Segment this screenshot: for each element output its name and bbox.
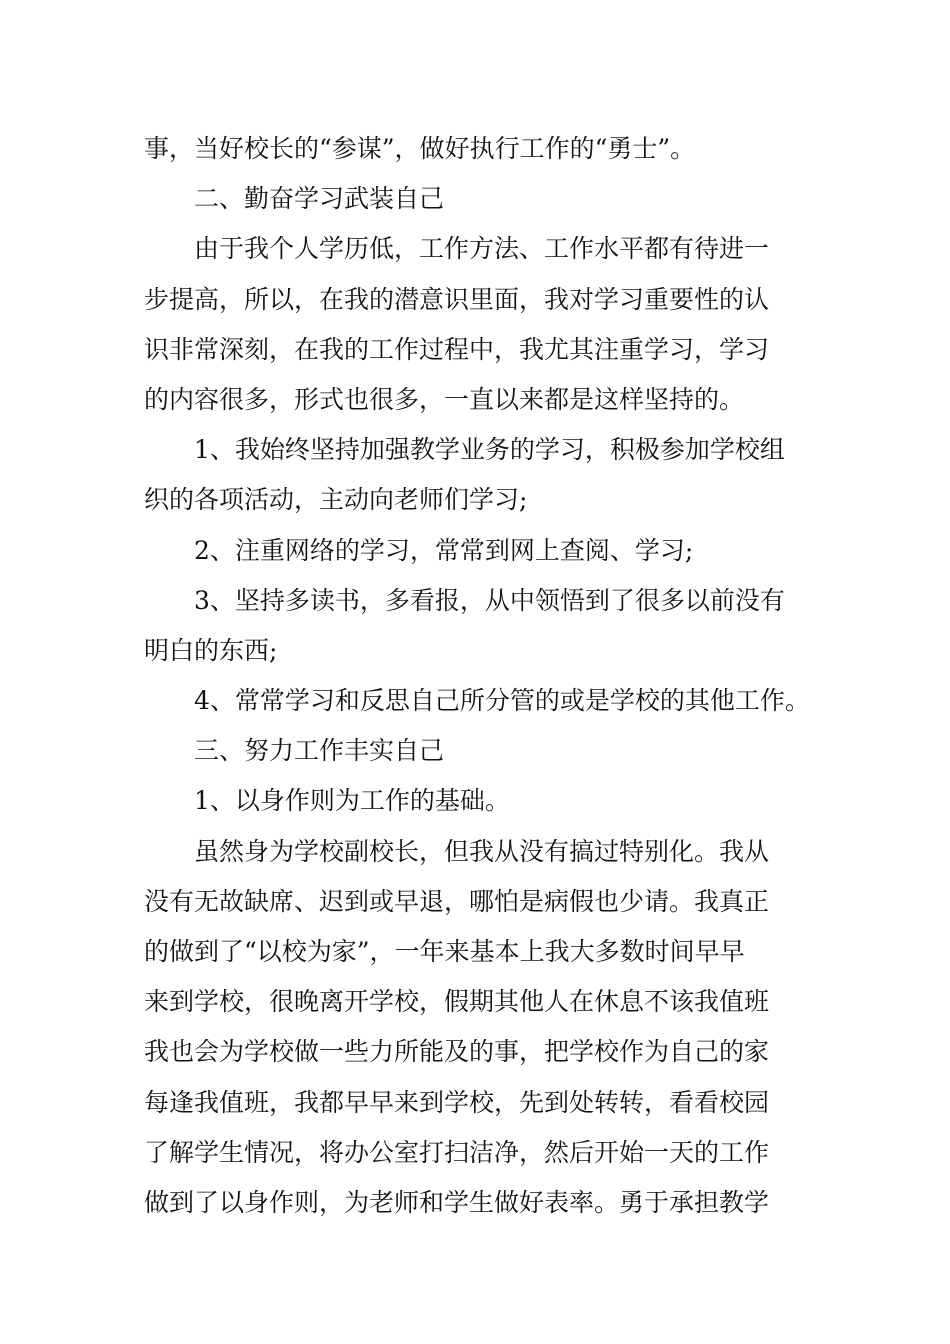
text-line: 由于我个人学历低，工作方法、工作水平都有待进一: [194, 234, 770, 264]
text-line: 织的各项活动，主动向老师们学习;: [144, 485, 528, 515]
text-line: 步提高，所以，在我的潜意识里面，我对学习重要性的认: [144, 284, 770, 314]
text-line: 1、以身作则为工作的基础。: [194, 786, 510, 816]
text-line: 我也会为学校做一些力所能及的事，把学校作为自己的家: [144, 1037, 770, 1067]
text-line: 三、努力工作丰实自己: [194, 736, 445, 766]
text-line: 3、坚持多读书，多看报，从中领悟到了很多以前没有: [194, 585, 785, 615]
text-line: 虽然身为学校副校长，但我从没有搞过特别化。我从: [194, 836, 770, 866]
text-line: 每逢我值班，我都早早来到学校，先到处转转，看看校园: [144, 1087, 770, 1117]
text-line: 二、勤奋学习武装自己: [194, 184, 445, 214]
text-line: 没有无故缺席、迟到或早退，哪怕是病假也少请。我真正: [144, 886, 770, 916]
text-line: 事，当好校长的“参谋”，做好执行工作的“勇士”。: [144, 134, 696, 163]
text-line: 明白的东西;: [144, 635, 278, 665]
text-line: 来到学校，很晚离开学校，假期其他人在休息不该我值班: [144, 987, 770, 1017]
text-line: 2、注重网络的学习，常常到网上查阅、学习;: [194, 535, 694, 565]
text-line: 的做到了“以校为家”，一年来基本上我大多数时间早早: [144, 937, 745, 966]
body-text: [144, 124, 810, 1228]
text-line: 识非常深刻，在我的工作过程中，我尤其注重学习，学习: [144, 334, 770, 364]
text-line: 4、常常学习和反思自己所分管的或是学校的其他工作。: [194, 686, 810, 716]
text-line: 的内容很多，形式也很多，一直以来都是这样坚持的。: [144, 384, 745, 414]
text-line: 了解学生情况，将办公室打扫洁净，然后开始一天的工作: [144, 1137, 770, 1167]
text-line: 1、我始终坚持加强教学业务的学习，积极参加学校组: [194, 435, 785, 465]
text-line: 做到了以身作则，为老师和学生做好表率。勇于承担教学: [144, 1187, 770, 1217]
